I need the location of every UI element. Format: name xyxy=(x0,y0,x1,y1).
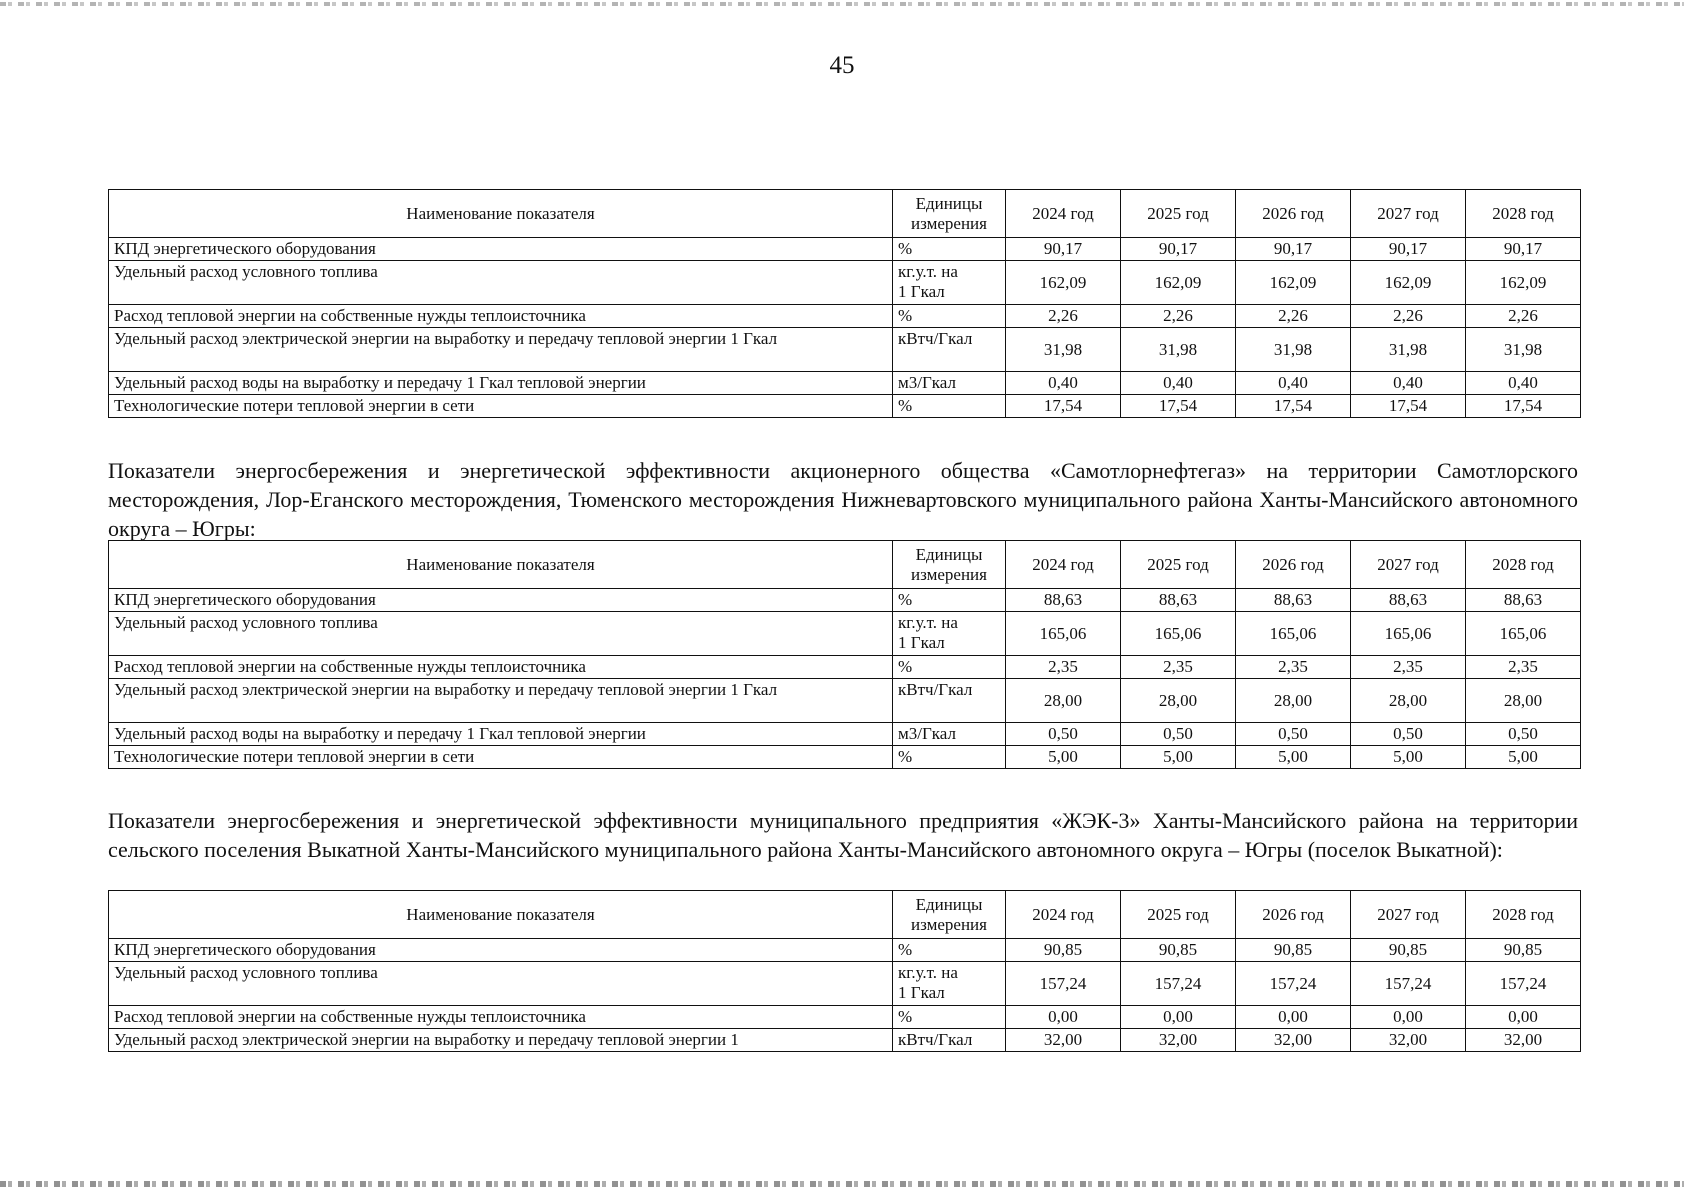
table-row xyxy=(109,1029,1581,1052)
indicator-value-2027: 5,00 xyxy=(1351,746,1466,769)
indicator-value-2024: 5,00 xyxy=(1006,746,1121,769)
indicator-value-2024: 32,00 xyxy=(1006,1029,1121,1052)
indicator-value-2025: 0,00 xyxy=(1121,1006,1236,1029)
section-heading-samotlorneftegaz: Показатели энергосбережения и энергетической эффективности акционерного общества «Самотлорнефтегаз» на территории Самотлорского месторождения, Лор-Еганского месторождения, Тюменского месторождения Нижневартовского муниципального района Ханты-Мансийского автономного округа – Югры: xyxy=(108,458,1578,541)
table-row xyxy=(109,395,1581,418)
indicator-value-2028: 28,00 xyxy=(1466,679,1581,723)
indicator-value-2027: 28,00 xyxy=(1351,679,1466,723)
indicator-value-2027: 2,35 xyxy=(1351,656,1466,679)
table-header-year-2024: 2024 год xyxy=(1006,190,1121,238)
table-header-year-2026: 2026 год xyxy=(1236,541,1351,589)
indicator-value-2027: 90,85 xyxy=(1351,939,1466,962)
indicator-unit xyxy=(893,261,1006,305)
indicator-value-2028: 0,00 xyxy=(1466,1006,1581,1029)
indicator-value-2026: 5,00 xyxy=(1236,746,1351,769)
indicator-value-2028: 88,63 xyxy=(1466,589,1581,612)
table-row xyxy=(109,328,1581,372)
table-header-year-2025: 2025 год xyxy=(1121,190,1236,238)
indicator-name: Удельный расход воды на выработку и передачу 1 Гкал тепловой энергии xyxy=(109,372,893,395)
indicator-value-2026: 2,26 xyxy=(1236,305,1351,328)
indicator-unit: % xyxy=(893,939,1006,962)
indicator-value-2028: 2,35 xyxy=(1466,656,1581,679)
table-row xyxy=(109,723,1581,746)
indicator-unit-line-1: кг.у.т. на xyxy=(898,262,958,281)
indicator-name: КПД энергетического оборудования xyxy=(109,238,893,261)
indicator-value-2024: 88,63 xyxy=(1006,589,1121,612)
indicator-value-2024: 2,35 xyxy=(1006,656,1121,679)
indicator-value-2026: 17,54 xyxy=(1236,395,1351,418)
table-header-year-2026: 2026 год xyxy=(1236,891,1351,939)
indicator-value-2025: 32,00 xyxy=(1121,1029,1236,1052)
indicator-value-2024: 90,85 xyxy=(1006,939,1121,962)
indicator-value-2025: 28,00 xyxy=(1121,679,1236,723)
indicator-value-2027: 157,24 xyxy=(1351,962,1466,1006)
indicator-name: Удельный расход электрической энергии на выработку и передачу тепловой энергии 1 Гкал xyxy=(109,679,893,723)
indicator-value-2026: 31,98 xyxy=(1236,328,1351,372)
indicator-value-2027: 88,63 xyxy=(1351,589,1466,612)
table-row xyxy=(109,746,1581,769)
indicator-value-2028: 5,00 xyxy=(1466,746,1581,769)
table-header-unit-line-1: Единицы xyxy=(915,895,983,914)
indicator-unit: кВтч/Гкал xyxy=(893,679,1006,723)
indicator-value-2026: 162,09 xyxy=(1236,261,1351,305)
indicator-value-2026: 0,40 xyxy=(1236,372,1351,395)
indicator-value-2028: 17,54 xyxy=(1466,395,1581,418)
indicator-name: Удельный расход электрической энергии на выработку и передачу тепловой энергии 1 Гкал xyxy=(109,328,893,372)
table-header-unit-line-1: Единицы xyxy=(915,545,983,564)
table-header-unit xyxy=(893,541,1006,589)
indicator-value-2026: 90,85 xyxy=(1236,939,1351,962)
indicator-name: Удельный расход электрической энергии на выработку и передачу тепловой энергии 1 xyxy=(109,1029,893,1052)
indicator-value-2025: 157,24 xyxy=(1121,962,1236,1006)
table-header-year-2028: 2028 год xyxy=(1466,190,1581,238)
indicator-value-2028: 165,06 xyxy=(1466,612,1581,656)
indicator-unit: % xyxy=(893,589,1006,612)
table-header-year-2025: 2025 год xyxy=(1121,541,1236,589)
table-header-year-2027: 2027 год xyxy=(1351,190,1466,238)
table-header-year-2028: 2028 год xyxy=(1466,541,1581,589)
indicator-value-2025: 2,26 xyxy=(1121,305,1236,328)
table-header-year-2025: 2025 год xyxy=(1121,891,1236,939)
indicator-unit: % xyxy=(893,305,1006,328)
indicator-value-2027: 32,00 xyxy=(1351,1029,1466,1052)
table-header-unit-line-1: Единицы xyxy=(915,194,983,213)
table-header-unit-line-2: измерения xyxy=(911,915,987,934)
indicator-unit-line-1: кг.у.т. на xyxy=(898,963,958,982)
table-header-unit xyxy=(893,190,1006,238)
table-row xyxy=(109,939,1581,962)
indicator-name: Расход тепловой энергии на собственные нужды теплоисточника xyxy=(109,1006,893,1029)
indicator-value-2024: 17,54 xyxy=(1006,395,1121,418)
indicator-value-2027: 90,17 xyxy=(1351,238,1466,261)
indicator-name: Удельный расход условного топлива xyxy=(109,261,893,305)
indicator-value-2027: 17,54 xyxy=(1351,395,1466,418)
indicator-value-2026: 90,17 xyxy=(1236,238,1351,261)
indicator-name: Удельный расход условного топлива xyxy=(109,612,893,656)
indicator-value-2025: 17,54 xyxy=(1121,395,1236,418)
indicator-value-2024: 28,00 xyxy=(1006,679,1121,723)
indicator-value-2027: 0,50 xyxy=(1351,723,1466,746)
indicators-table xyxy=(108,540,1581,769)
indicator-value-2024: 0,40 xyxy=(1006,372,1121,395)
scan-top-edge xyxy=(0,2,1684,6)
indicator-value-2026: 32,00 xyxy=(1236,1029,1351,1052)
indicator-name: Технологические потери тепловой энергии в сети xyxy=(109,395,893,418)
indicator-value-2028: 0,50 xyxy=(1466,723,1581,746)
indicator-value-2024: 31,98 xyxy=(1006,328,1121,372)
indicator-unit: кВтч/Гкал xyxy=(893,328,1006,372)
indicator-name: Расход тепловой энергии на собственные нужды теплоисточника xyxy=(109,305,893,328)
indicator-name: Технологические потери тепловой энергии в сети xyxy=(109,746,893,769)
indicator-value-2025: 2,35 xyxy=(1121,656,1236,679)
indicator-value-2027: 2,26 xyxy=(1351,305,1466,328)
indicator-unit: м3/Гкал xyxy=(893,372,1006,395)
table-header-unit xyxy=(893,891,1006,939)
table-row xyxy=(109,1006,1581,1029)
table-header-unit-line-2: измерения xyxy=(911,214,987,233)
indicator-value-2028: 90,17 xyxy=(1466,238,1581,261)
indicator-value-2025: 90,85 xyxy=(1121,939,1236,962)
table-header-name: Наименование показателя xyxy=(109,190,893,238)
indicator-name: Расход тепловой энергии на собственные нужды теплоисточника xyxy=(109,656,893,679)
indicator-value-2025: 90,17 xyxy=(1121,238,1236,261)
indicator-unit: кВтч/Гкал xyxy=(893,1029,1006,1052)
indicator-value-2027: 165,06 xyxy=(1351,612,1466,656)
table-header-year-2028: 2028 год xyxy=(1466,891,1581,939)
indicator-value-2028: 2,26 xyxy=(1466,305,1581,328)
indicator-value-2028: 32,00 xyxy=(1466,1029,1581,1052)
table-row xyxy=(109,238,1581,261)
indicator-unit-line-2: 1 Гкал xyxy=(898,282,945,301)
indicator-value-2024: 0,50 xyxy=(1006,723,1121,746)
table-header-year-2027: 2027 год xyxy=(1351,541,1466,589)
indicator-value-2025: 31,98 xyxy=(1121,328,1236,372)
indicator-value-2026: 2,35 xyxy=(1236,656,1351,679)
indicator-value-2028: 31,98 xyxy=(1466,328,1581,372)
table-header-name: Наименование показателя xyxy=(109,541,893,589)
indicator-value-2026: 88,63 xyxy=(1236,589,1351,612)
table-header-year-2024: 2024 год xyxy=(1006,541,1121,589)
indicator-value-2028: 162,09 xyxy=(1466,261,1581,305)
indicator-unit-line-2: 1 Гкал xyxy=(898,633,945,652)
table-row xyxy=(109,589,1581,612)
indicator-value-2026: 0,50 xyxy=(1236,723,1351,746)
indicator-unit: % xyxy=(893,1006,1006,1029)
indicator-value-2024: 2,26 xyxy=(1006,305,1121,328)
table-row xyxy=(109,656,1581,679)
indicator-name: Удельный расход воды на выработку и передачу 1 Гкал тепловой энергии xyxy=(109,723,893,746)
table-row xyxy=(109,679,1581,723)
indicator-value-2026: 28,00 xyxy=(1236,679,1351,723)
table-row xyxy=(109,612,1581,656)
table-header-year-2026: 2026 год xyxy=(1236,190,1351,238)
indicator-unit xyxy=(893,962,1006,1006)
indicator-unit-line-1: кг.у.т. на xyxy=(898,613,958,632)
indicator-value-2025: 0,40 xyxy=(1121,372,1236,395)
indicator-value-2024: 162,09 xyxy=(1006,261,1121,305)
indicator-value-2028: 157,24 xyxy=(1466,962,1581,1006)
indicators-table xyxy=(108,189,1581,418)
indicator-value-2028: 90,85 xyxy=(1466,939,1581,962)
indicator-value-2024: 157,24 xyxy=(1006,962,1121,1006)
indicator-unit: % xyxy=(893,746,1006,769)
indicator-value-2025: 5,00 xyxy=(1121,746,1236,769)
indicator-name: КПД энергетического оборудования xyxy=(109,939,893,962)
indicator-unit: % xyxy=(893,395,1006,418)
indicator-value-2025: 0,50 xyxy=(1121,723,1236,746)
table-row xyxy=(109,372,1581,395)
indicator-value-2026: 0,00 xyxy=(1236,1006,1351,1029)
indicators-table xyxy=(108,890,1581,1052)
table-row xyxy=(109,261,1581,305)
table-row xyxy=(109,962,1581,1006)
indicator-value-2028: 0,40 xyxy=(1466,372,1581,395)
table-header-name: Наименование показателя xyxy=(109,891,893,939)
indicator-value-2026: 165,06 xyxy=(1236,612,1351,656)
table-header-year-2024: 2024 год xyxy=(1006,891,1121,939)
indicator-value-2025: 165,06 xyxy=(1121,612,1236,656)
section-heading-zhek-3: Показатели энергосбережения и энергетической эффективности муниципального предприятия «ЖЭК-3» Ханты-Мансийского района на территории сельского поселения Выкатной Ханты-Мансийского муниципального района Ханты-Мансийского автономного округа – Югры (поселок Выкатной): xyxy=(108,808,1578,862)
indicator-unit: м3/Гкал xyxy=(893,723,1006,746)
indicator-value-2027: 31,98 xyxy=(1351,328,1466,372)
indicator-unit: % xyxy=(893,238,1006,261)
table-header-year-2027: 2027 год xyxy=(1351,891,1466,939)
table-header-unit-line-2: измерения xyxy=(911,565,987,584)
indicator-value-2024: 165,06 xyxy=(1006,612,1121,656)
indicator-value-2025: 162,09 xyxy=(1121,261,1236,305)
indicator-value-2024: 90,17 xyxy=(1006,238,1121,261)
indicator-unit xyxy=(893,612,1006,656)
indicator-value-2027: 0,00 xyxy=(1351,1006,1466,1029)
table-row xyxy=(109,305,1581,328)
scan-bottom-edge xyxy=(0,1181,1684,1187)
page-number: 45 xyxy=(829,52,855,79)
indicator-value-2027: 162,09 xyxy=(1351,261,1466,305)
indicator-value-2027: 0,40 xyxy=(1351,372,1466,395)
indicator-name: КПД энергетического оборудования xyxy=(109,589,893,612)
indicator-value-2026: 157,24 xyxy=(1236,962,1351,1006)
indicator-value-2025: 88,63 xyxy=(1121,589,1236,612)
indicator-value-2024: 0,00 xyxy=(1006,1006,1121,1029)
indicator-unit: % xyxy=(893,656,1006,679)
indicator-unit-line-2: 1 Гкал xyxy=(898,983,945,1002)
indicator-name: Удельный расход условного топлива xyxy=(109,962,893,1006)
